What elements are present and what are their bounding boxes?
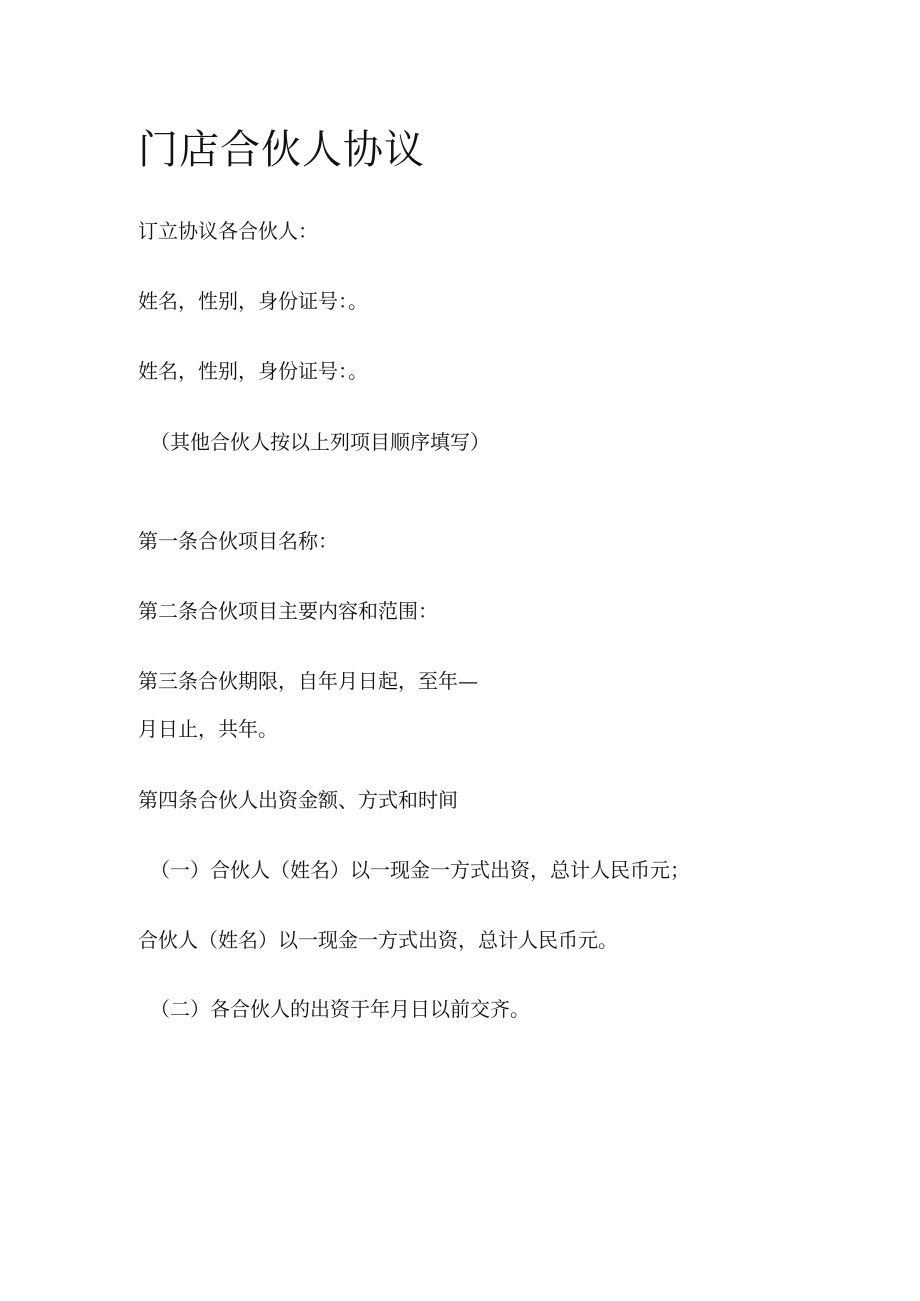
other-partners-note: （其他合伙人按以上列项目顺序填写） (150, 430, 490, 454)
article-1: 第一条合伙项目名称： (138, 529, 338, 553)
article-2: 第二条合伙项目主要内容和范围： (138, 599, 438, 623)
article-4-item-1: （一）合伙人（姓名）以一现金一方式出资，总计人民币元； (150, 858, 690, 882)
partner-info-line-1: 姓名，性别，身份证号：。 (138, 289, 368, 313)
article-4-item-1-continued: 合伙人（姓名）以一现金一方式出资，总计人民币元。 (138, 928, 618, 952)
article-3: 第三条合伙期限，自年月日起，至年— (138, 669, 478, 693)
signatories-intro: 订立协议各合伙人： (138, 219, 318, 243)
document-title: 门店合伙人协议 (138, 127, 425, 173)
article-3-continued: 月日止，共年。 (138, 717, 278, 741)
article-4: 第四条合伙人出资金额、方式和时间 (138, 788, 458, 812)
article-4-item-2: （二）各合伙人的出资于年月日以前交齐。 (150, 997, 530, 1021)
partner-info-line-2: 姓名，性别，身份证号：。 (138, 359, 368, 383)
